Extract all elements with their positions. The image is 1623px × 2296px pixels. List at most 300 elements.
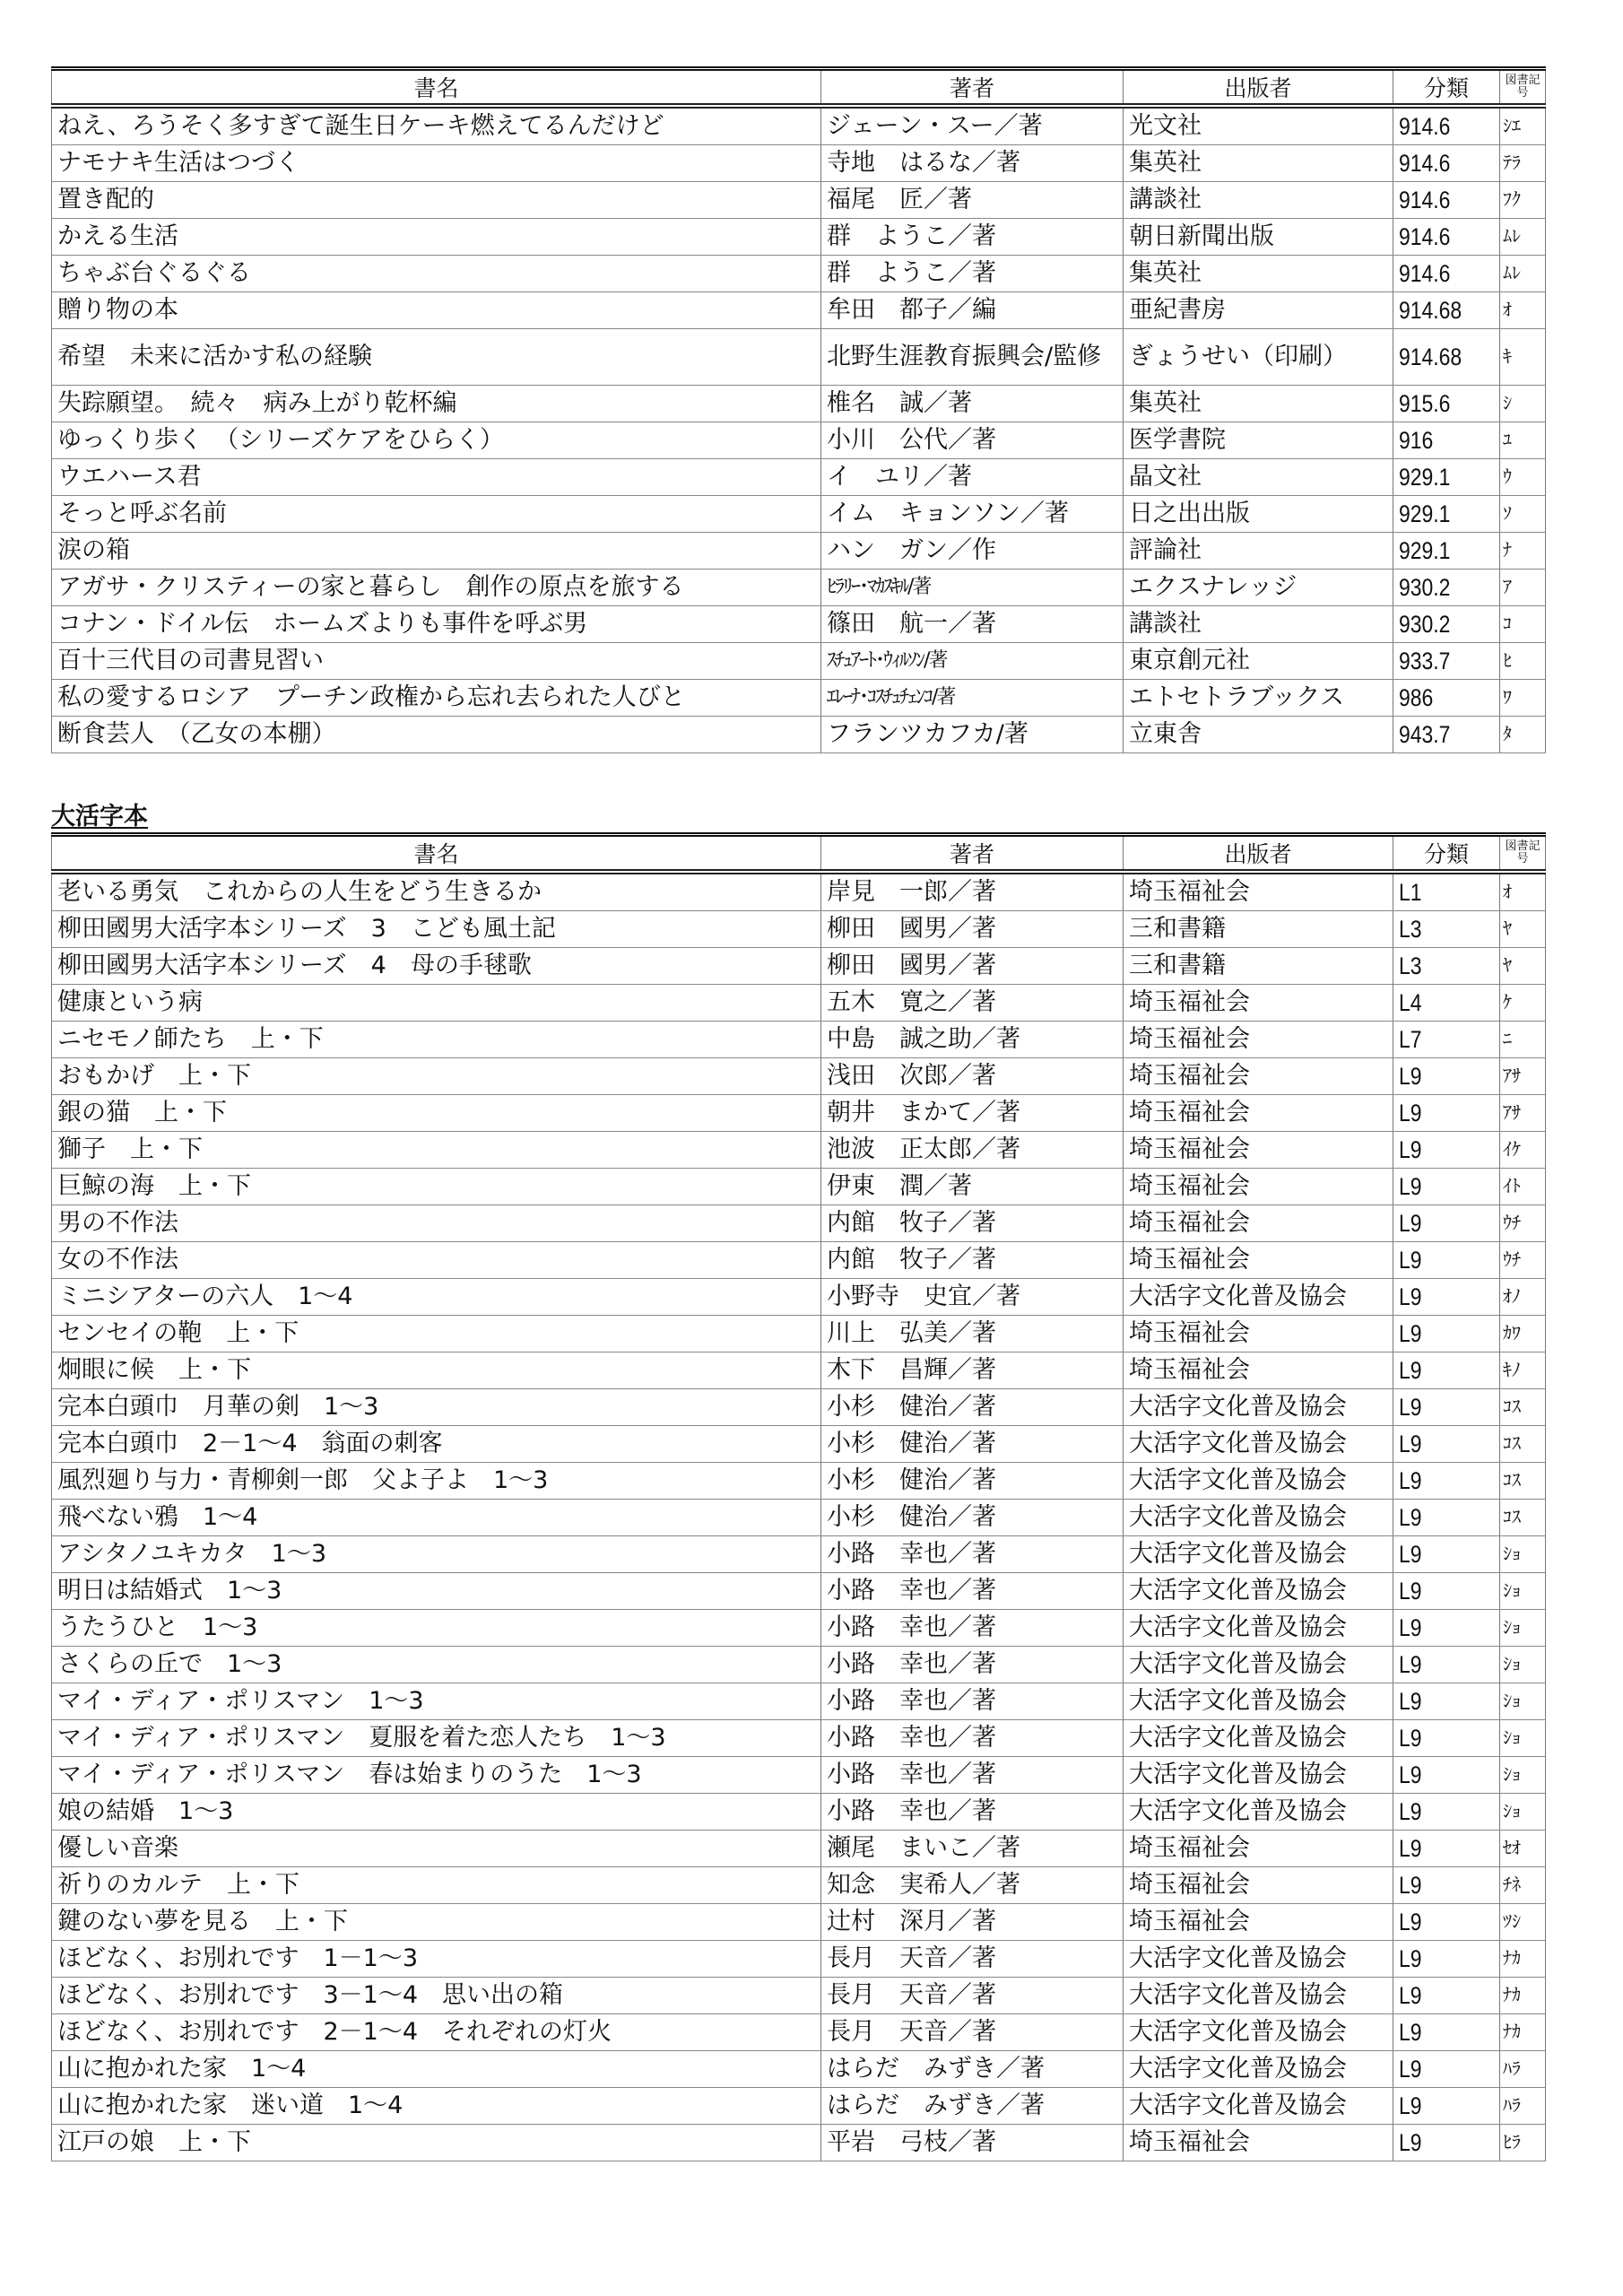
cell-book-code: ｼｴ — [1500, 106, 1546, 145]
header-publisher: 出版者 — [1124, 835, 1393, 873]
cell-book-code: ｼｮ — [1500, 1794, 1546, 1831]
table-row — [52, 1095, 1546, 1132]
classification-value: L3 — [1399, 916, 1422, 943]
cell-title: センセイの鞄 上・下 — [52, 1316, 821, 1352]
cell-classification — [1393, 386, 1500, 422]
cell-book-code: ｶﾜ — [1500, 1316, 1546, 1352]
cell-publisher: 大活字文化普及協会 — [1124, 1647, 1393, 1683]
cell-title: アガサ・クリスティーの家と暮らし 創作の原点を旅する — [52, 570, 821, 606]
cell-book-code: ｺｽ — [1500, 1463, 1546, 1500]
cell-book-code: ｼｮ — [1500, 1757, 1546, 1794]
classification-value: L9 — [1399, 1945, 1422, 1972]
cell-classification — [1393, 1536, 1500, 1573]
cell-publisher: 集英社 — [1124, 256, 1393, 292]
classification-value: L4 — [1399, 989, 1422, 1016]
cell-title: 健康という病 — [52, 985, 821, 1022]
table-row — [52, 1279, 1546, 1316]
cell-title: ミニシアターの六人 1～4 — [52, 1279, 821, 1316]
header-book-code: 図書記号 — [1500, 69, 1546, 107]
cell-author: 池波 正太郎／著 — [821, 1132, 1124, 1169]
cell-author: ﾋﾗﾘｰ･ﾏｶｽｷﾙ/著 — [821, 570, 1124, 606]
cell-classification — [1393, 182, 1500, 219]
cell-publisher: 大活字文化普及協会 — [1124, 1720, 1393, 1757]
cell-publisher: 大活字文化普及協会 — [1124, 1794, 1393, 1831]
table-row — [52, 1352, 1546, 1389]
cell-author: 小杉 健治／著 — [821, 1426, 1124, 1463]
cell-classification — [1393, 1978, 1500, 2014]
cell-title: ほどなく、お別れです 2－1～4 それぞれの灯火 — [52, 2014, 821, 2051]
cell-publisher: 晶文社 — [1124, 459, 1393, 496]
table-row — [52, 2014, 1546, 2051]
table-row — [52, 1463, 1546, 1500]
cell-author: 内館 牧子／著 — [821, 1242, 1124, 1279]
table-row — [52, 1022, 1546, 1058]
classification-value: 915.6 — [1399, 390, 1451, 417]
cell-classification — [1393, 292, 1500, 329]
classification-value: 943.7 — [1399, 721, 1451, 748]
cell-publisher: 大活字文化普及協会 — [1124, 1941, 1393, 1978]
general-books-table — [51, 66, 1546, 753]
cell-publisher: 大活字文化普及協会 — [1124, 1389, 1393, 1426]
cell-publisher: 埼玉福祉会 — [1124, 1904, 1393, 1941]
cell-book-code: ｼｮ — [1500, 1720, 1546, 1757]
cell-author: 小路 幸也／著 — [821, 1794, 1124, 1831]
cell-title: ほどなく、お別れです 1－1～3 — [52, 1941, 821, 1978]
classification-value: 914.6 — [1399, 223, 1451, 250]
cell-publisher: 大活字文化普及協会 — [1124, 1500, 1393, 1536]
cell-author: 小川 公代／著 — [821, 422, 1124, 459]
cell-publisher: 大活字文化普及協会 — [1124, 1536, 1393, 1573]
cell-author: 小路 幸也／著 — [821, 1610, 1124, 1647]
cell-title: コナン・ドイル伝 ホームズよりも事件を呼ぶ男 — [52, 606, 821, 643]
cell-book-code: ﾕ — [1500, 422, 1546, 459]
cell-classification — [1393, 459, 1500, 496]
cell-classification — [1393, 1904, 1500, 1941]
cell-title: さくらの丘で 1～3 — [52, 1647, 821, 1683]
cell-author: 長月 天音／著 — [821, 1941, 1124, 1978]
cell-book-code: ｼｮ — [1500, 1683, 1546, 1720]
cell-publisher: 埼玉福祉会 — [1124, 1169, 1393, 1205]
cell-book-code: ﾀ — [1500, 717, 1546, 753]
cell-title: マイ・ディア・ポリスマン 春は始まりのうた 1～3 — [52, 1757, 821, 1794]
cell-publisher: 医学書院 — [1124, 422, 1393, 459]
cell-author: 寺地 はるな／著 — [821, 145, 1124, 182]
cell-title: ナモナキ生活はつづく — [52, 145, 821, 182]
cell-title: 優しい音楽 — [52, 1831, 821, 1867]
table-row — [52, 717, 1546, 753]
cell-publisher: エトセトラブックス — [1124, 680, 1393, 717]
table-row — [52, 1757, 1546, 1794]
table-row — [52, 985, 1546, 1022]
cell-publisher: 埼玉福祉会 — [1124, 872, 1393, 911]
cell-author: はらだ みずき／著 — [821, 2088, 1124, 2125]
cell-title: 断食芸人 （乙女の本棚） — [52, 717, 821, 753]
table-row — [52, 496, 1546, 533]
cell-publisher: 大活字文化普及協会 — [1124, 1978, 1393, 2014]
cell-author: 柳田 國男／著 — [821, 948, 1124, 985]
cell-book-code: ｷ — [1500, 329, 1546, 386]
cell-publisher: 埼玉福祉会 — [1124, 1095, 1393, 1132]
cell-publisher: 講談社 — [1124, 606, 1393, 643]
cell-publisher: 埼玉福祉会 — [1124, 1058, 1393, 1095]
cell-book-code: ﾅｶ — [1500, 2014, 1546, 2051]
classification-value: L9 — [1399, 1283, 1422, 1310]
cell-author: 牟田 都子／編 — [821, 292, 1124, 329]
table-row — [52, 1536, 1546, 1573]
cell-classification — [1393, 2014, 1500, 2051]
cell-classification — [1393, 2088, 1500, 2125]
cell-author: 小杉 健治／著 — [821, 1463, 1124, 1500]
classification-value: 914.6 — [1399, 260, 1451, 287]
header-title: 書名 — [52, 835, 821, 873]
cell-publisher: 大活字文化普及協会 — [1124, 2088, 1393, 2125]
cell-book-code: ｵ — [1500, 872, 1546, 911]
cell-title: 銀の猫 上・下 — [52, 1095, 821, 1132]
cell-author: 椎名 誠／著 — [821, 386, 1124, 422]
table-row — [52, 606, 1546, 643]
cell-publisher: 朝日新聞出版 — [1124, 219, 1393, 256]
cell-publisher: 大活字文化普及協会 — [1124, 1463, 1393, 1500]
table-row — [52, 1794, 1546, 1831]
cell-title: 鍵のない夢を見る 上・下 — [52, 1904, 821, 1941]
cell-book-code: ｺｽ — [1500, 1389, 1546, 1426]
cell-classification — [1393, 496, 1500, 533]
cell-author: 北野生涯教育振興会/監修 — [821, 329, 1124, 386]
cell-author: 小路 幸也／著 — [821, 1683, 1124, 1720]
table-row — [52, 1242, 1546, 1279]
cell-book-code: ﾁﾈ — [1500, 1867, 1546, 1904]
cell-book-code: ﾜ — [1500, 680, 1546, 717]
table-row — [52, 1058, 1546, 1095]
cell-book-code: ｼｮ — [1500, 1536, 1546, 1573]
header-author: 著者 — [821, 835, 1124, 873]
cell-author: 浅田 次郎／著 — [821, 1058, 1124, 1095]
classification-value: L9 — [1399, 2129, 1422, 2156]
header-classification: 分類 — [1393, 69, 1500, 107]
cell-classification — [1393, 1352, 1500, 1389]
cell-classification — [1393, 106, 1500, 145]
cell-classification — [1393, 145, 1500, 182]
table-row — [52, 292, 1546, 329]
table-row — [52, 386, 1546, 422]
cell-publisher: 東京創元社 — [1124, 643, 1393, 680]
cell-author: 群 ようこ／著 — [821, 256, 1124, 292]
cell-author: 群 ようこ／著 — [821, 219, 1124, 256]
cell-book-code: ﾅ — [1500, 533, 1546, 570]
cell-classification — [1393, 1720, 1500, 1757]
cell-classification — [1393, 948, 1500, 985]
cell-classification — [1393, 2125, 1500, 2161]
cell-title: 失踪願望。 続々 病み上がり乾杯編 — [52, 386, 821, 422]
cell-title: マイ・ディア・ポリスマン 1～3 — [52, 1683, 821, 1720]
classification-value: L9 — [1399, 1504, 1422, 1531]
general-books-body — [52, 106, 1546, 753]
cell-title: 明日は結婚式 1～3 — [52, 1573, 821, 1610]
table-header-row — [52, 835, 1546, 873]
cell-classification — [1393, 1610, 1500, 1647]
cell-author: 瀬尾 まいこ／著 — [821, 1831, 1124, 1867]
cell-book-code: ｳﾁ — [1500, 1242, 1546, 1279]
cell-book-code: ﾋ — [1500, 643, 1546, 680]
cell-book-code: ｹ — [1500, 985, 1546, 1022]
cell-classification — [1393, 680, 1500, 717]
cell-publisher: 三和書籍 — [1124, 948, 1393, 985]
cell-book-code: ﾅｶ — [1500, 1978, 1546, 2014]
cell-title: 獅子 上・下 — [52, 1132, 821, 1169]
classification-value: L9 — [1399, 2092, 1422, 2119]
cell-author: 小杉 健治／著 — [821, 1500, 1124, 1536]
table-row — [52, 1683, 1546, 1720]
cell-book-code: ﾃﾗ — [1500, 145, 1546, 182]
cell-author: ハン ガン／作 — [821, 533, 1124, 570]
cell-author: 小路 幸也／著 — [821, 1536, 1124, 1573]
table-row — [52, 1904, 1546, 1941]
cell-author: 小野寺 史宜／著 — [821, 1279, 1124, 1316]
cell-book-code: ｼ — [1500, 386, 1546, 422]
cell-title: 百十三代目の司書見習い — [52, 643, 821, 680]
classification-value: L9 — [1399, 1725, 1422, 1752]
cell-author: フランツカフカ/著 — [821, 717, 1124, 753]
cell-publisher: 埼玉福祉会 — [1124, 1022, 1393, 1058]
cell-title: 山に抱かれた家 1～4 — [52, 2051, 821, 2088]
cell-book-code: ｼｮ — [1500, 1647, 1546, 1683]
cell-title: 柳田國男大活字本シリーズ 3 こども風土記 — [52, 911, 821, 948]
cell-publisher: 大活字文化普及協会 — [1124, 1279, 1393, 1316]
cell-book-code: ｳﾁ — [1500, 1205, 1546, 1242]
cell-author: 長月 天音／著 — [821, 2014, 1124, 2051]
table-row — [52, 1316, 1546, 1352]
cell-classification — [1393, 1831, 1500, 1867]
cell-title: ねえ、ろうそく多すぎて誕生日ケーキ燃えてるんだけど — [52, 106, 821, 145]
table-row — [52, 2125, 1546, 2161]
cell-title: 祈りのカルテ 上・下 — [52, 1867, 821, 1904]
classification-value: L9 — [1399, 1835, 1422, 1862]
classification-value: L9 — [1399, 1100, 1422, 1126]
cell-publisher: 大活字文化普及協会 — [1124, 1757, 1393, 1794]
table-row — [52, 1500, 1546, 1536]
cell-title: 江戸の娘 上・下 — [52, 2125, 821, 2161]
cell-classification — [1393, 1463, 1500, 1500]
cell-author: ジェーン・スー／著 — [821, 106, 1124, 145]
table-row — [52, 1978, 1546, 2014]
cell-publisher: ぎょうせい（印刷） — [1124, 329, 1393, 386]
cell-book-code: ｵ — [1500, 292, 1546, 329]
large-print-body — [52, 872, 1546, 2161]
header-title: 書名 — [52, 69, 821, 107]
cell-title: 老いる勇気 これからの人生をどう生きるか — [52, 872, 821, 911]
classification-value: L9 — [1399, 1798, 1422, 1825]
classification-value: L9 — [1399, 1872, 1422, 1899]
table-row — [52, 1610, 1546, 1647]
table-header-row — [52, 69, 1546, 107]
table-row — [52, 911, 1546, 948]
cell-book-code: ｾｵ — [1500, 1831, 1546, 1867]
cell-classification — [1393, 717, 1500, 753]
cell-book-code: ｱｻ — [1500, 1058, 1546, 1095]
table-row — [52, 1132, 1546, 1169]
cell-title: 男の不作法 — [52, 1205, 821, 1242]
cell-publisher: エクスナレッジ — [1124, 570, 1393, 606]
classification-value: L9 — [1399, 2019, 1422, 2046]
cell-author: ｴﾚｰﾅ･ｺｽﾁｭﾁｪﾝｺ/著 — [821, 680, 1124, 717]
cell-author: 木下 昌輝／著 — [821, 1352, 1124, 1389]
cell-classification — [1393, 1389, 1500, 1426]
classification-value: L9 — [1399, 1136, 1422, 1163]
section-title-large-print: 大活字本 — [51, 803, 148, 831]
cell-classification — [1393, 422, 1500, 459]
cell-classification — [1393, 643, 1500, 680]
cell-book-code: ｺ — [1500, 606, 1546, 643]
cell-publisher: 立東舎 — [1124, 717, 1393, 753]
cell-title: 完本白頭巾 月華の剣 1～3 — [52, 1389, 821, 1426]
classification-value: 914.6 — [1399, 113, 1451, 140]
table-row — [52, 106, 1546, 145]
cell-book-code: ｲﾄ — [1500, 1169, 1546, 1205]
cell-publisher: 大活字文化普及協会 — [1124, 1610, 1393, 1647]
classification-value: L9 — [1399, 1394, 1422, 1421]
classification-value: L9 — [1399, 1688, 1422, 1715]
cell-publisher: 三和書籍 — [1124, 911, 1393, 948]
cell-title: 置き配的 — [52, 182, 821, 219]
cell-publisher: 埼玉福祉会 — [1124, 1867, 1393, 1904]
table-row — [52, 219, 1546, 256]
cell-publisher: 埼玉福祉会 — [1124, 1352, 1393, 1389]
cell-title: ニセモノ師たち 上・下 — [52, 1022, 821, 1058]
cell-book-code: ﾑﾚ — [1500, 256, 1546, 292]
cell-title: 女の不作法 — [52, 1242, 821, 1279]
table-row — [52, 2088, 1546, 2125]
cell-title: アシタノユキカタ 1～3 — [52, 1536, 821, 1573]
cell-book-code: ｵﾉ — [1500, 1279, 1546, 1316]
cell-book-code: ｺｽ — [1500, 1426, 1546, 1463]
classification-value: 929.1 — [1399, 537, 1451, 564]
cell-author: 小路 幸也／著 — [821, 1573, 1124, 1610]
cell-classification — [1393, 1132, 1500, 1169]
cell-title: ウエハース君 — [52, 459, 821, 496]
cell-title: 山に抱かれた家 迷い道 1～4 — [52, 2088, 821, 2125]
table-row — [52, 1831, 1546, 1867]
cell-title: ゆっくり歩く （シリーズケアをひらく） — [52, 422, 821, 459]
table-row — [52, 182, 1546, 219]
header-classification: 分類 — [1393, 835, 1500, 873]
cell-classification — [1393, 533, 1500, 570]
cell-book-code: ﾔ — [1500, 948, 1546, 985]
table-row — [52, 948, 1546, 985]
cell-book-code: ｿ — [1500, 496, 1546, 533]
cell-classification — [1393, 1573, 1500, 1610]
cell-book-code: ﾋﾗ — [1500, 2125, 1546, 2161]
cell-author: 伊東 潤／著 — [821, 1169, 1124, 1205]
classification-value: L9 — [1399, 1063, 1422, 1090]
cell-author: 小路 幸也／著 — [821, 1720, 1124, 1757]
cell-classification — [1393, 1867, 1500, 1904]
cell-author: 知念 実希人／著 — [821, 1867, 1124, 1904]
cell-classification — [1393, 1316, 1500, 1352]
classification-value: L9 — [1399, 1761, 1422, 1788]
table-row — [52, 533, 1546, 570]
cell-title: 風烈廻り与力・青柳剣一郎 父よ子よ 1～3 — [52, 1463, 821, 1500]
cell-author: 五木 寛之／著 — [821, 985, 1124, 1022]
cell-classification — [1393, 1941, 1500, 1978]
cell-publisher: 光文社 — [1124, 106, 1393, 145]
cell-publisher: 大活字文化普及協会 — [1124, 1683, 1393, 1720]
cell-author: 川上 弘美／著 — [821, 1316, 1124, 1352]
cell-classification — [1393, 1169, 1500, 1205]
cell-author: 篠田 航一／著 — [821, 606, 1124, 643]
cell-author: イム キョンソン／著 — [821, 496, 1124, 533]
cell-author: 小杉 健治／著 — [821, 1389, 1124, 1426]
cell-classification — [1393, 1095, 1500, 1132]
classification-value: L9 — [1399, 1320, 1422, 1347]
table-row — [52, 459, 1546, 496]
cell-author: ｽﾁｭｱｰﾄ･ｳｨﾙｿﾝ/著 — [821, 643, 1124, 680]
table-row — [52, 1720, 1546, 1757]
classification-value: L9 — [1399, 1541, 1422, 1568]
cell-publisher: 亜紀書房 — [1124, 292, 1393, 329]
classification-value: L3 — [1399, 952, 1422, 979]
table-row — [52, 1169, 1546, 1205]
cell-book-code: ﾊﾗ — [1500, 2088, 1546, 2125]
classification-value: L9 — [1399, 1247, 1422, 1274]
cell-publisher: 埼玉福祉会 — [1124, 1205, 1393, 1242]
table-row — [52, 256, 1546, 292]
cell-classification — [1393, 256, 1500, 292]
table-row — [52, 1867, 1546, 1904]
cell-author: 小路 幸也／著 — [821, 1647, 1124, 1683]
classification-value: L9 — [1399, 1357, 1422, 1384]
cell-author: 内館 牧子／著 — [821, 1205, 1124, 1242]
cell-book-code: ﾑﾚ — [1500, 219, 1546, 256]
cell-classification — [1393, 219, 1500, 256]
table-row — [52, 1941, 1546, 1978]
cell-classification — [1393, 872, 1500, 911]
cell-publisher: 埼玉福祉会 — [1124, 1132, 1393, 1169]
cell-book-code: ｱ — [1500, 570, 1546, 606]
table-row — [52, 680, 1546, 717]
cell-classification — [1393, 1205, 1500, 1242]
cell-author: 中島 誠之助／著 — [821, 1022, 1124, 1058]
classification-value: L9 — [1399, 1431, 1422, 1457]
cell-publisher: 講談社 — [1124, 182, 1393, 219]
table-row — [52, 872, 1546, 911]
cell-classification — [1393, 1683, 1500, 1720]
classification-value: L9 — [1399, 1982, 1422, 2009]
cell-publisher: 埼玉福祉会 — [1124, 1316, 1393, 1352]
classification-value: L9 — [1399, 1578, 1422, 1605]
cell-title: 涙の箱 — [52, 533, 821, 570]
cell-classification — [1393, 1757, 1500, 1794]
cell-author: 朝井 まかて／著 — [821, 1095, 1124, 1132]
cell-classification — [1393, 1426, 1500, 1463]
classification-value: 914.68 — [1399, 297, 1462, 324]
classification-value: L9 — [1399, 2056, 1422, 2083]
classification-value: L9 — [1399, 1614, 1422, 1641]
table-row — [52, 1389, 1546, 1426]
cell-title: かえる生活 — [52, 219, 821, 256]
cell-title: ほどなく、お別れです 3－1～4 思い出の箱 — [52, 1978, 821, 2014]
cell-classification — [1393, 911, 1500, 948]
table-row — [52, 145, 1546, 182]
cell-book-code: ｼｮ — [1500, 1573, 1546, 1610]
cell-classification — [1393, 985, 1500, 1022]
cell-classification — [1393, 1022, 1500, 1058]
cell-publisher: 埼玉福祉会 — [1124, 1831, 1393, 1867]
table-row — [52, 1205, 1546, 1242]
cell-classification — [1393, 329, 1500, 386]
classification-value: 914.68 — [1399, 344, 1462, 370]
cell-classification — [1393, 1058, 1500, 1095]
cell-publisher: 日之出出版 — [1124, 496, 1393, 533]
